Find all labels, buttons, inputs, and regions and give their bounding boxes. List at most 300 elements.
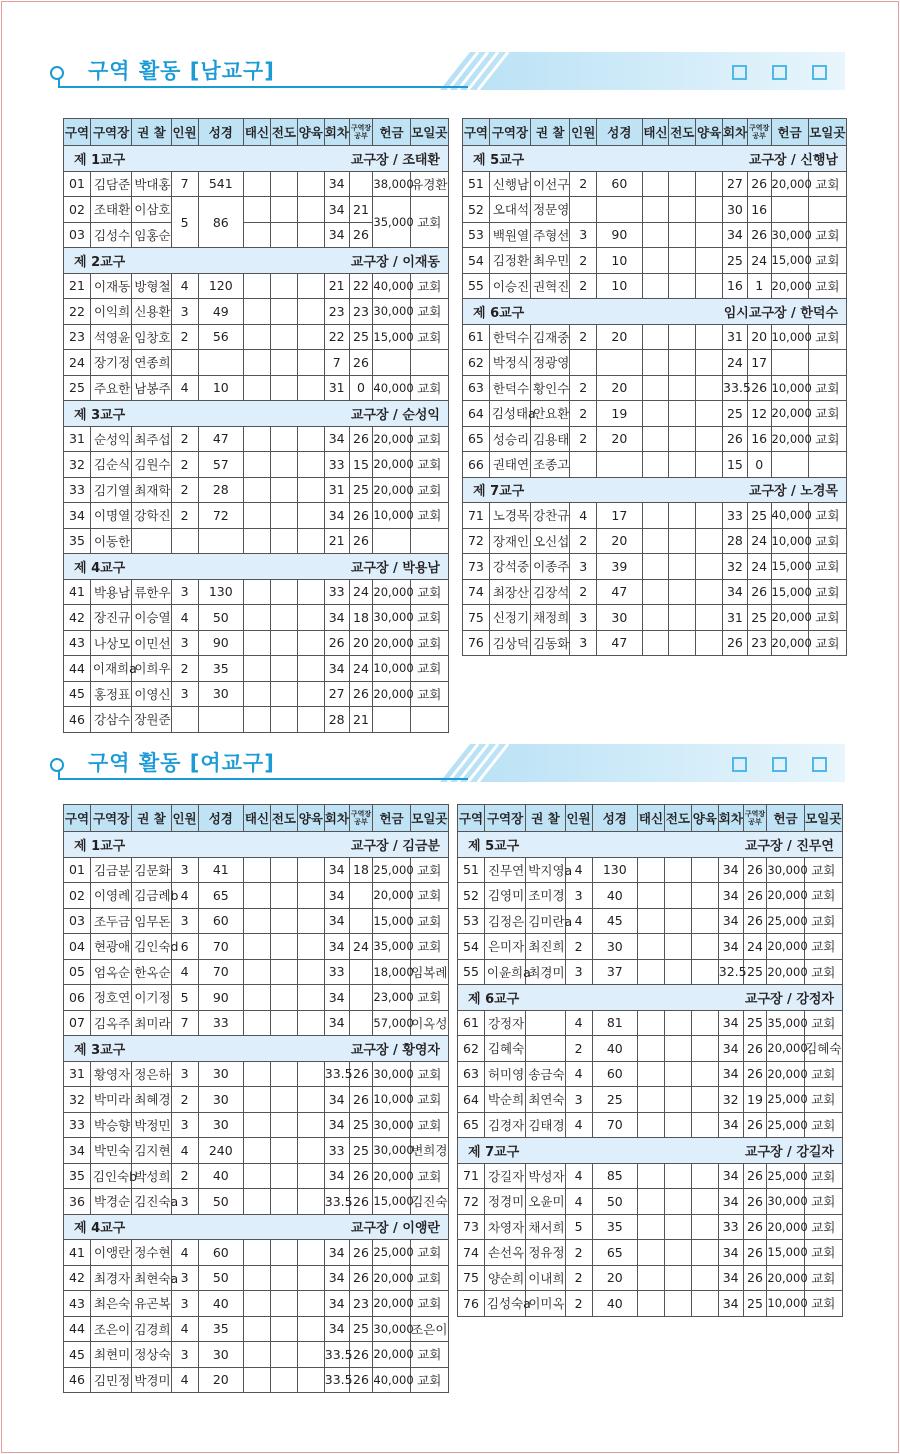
column-header-meeting-place: 모일곳 xyxy=(808,119,846,146)
group-header-row xyxy=(458,985,843,1011)
cell-member-count: 3 xyxy=(171,579,198,605)
cell-member-count: 3 xyxy=(570,222,597,248)
cell-offering: 20,000 xyxy=(373,883,410,909)
column-header-nurture: 양육 xyxy=(297,805,324,832)
cell-district-no: 25 xyxy=(64,375,91,401)
cell-evangelism xyxy=(664,1163,691,1189)
cell-bible: 20 xyxy=(597,375,642,401)
cell-district-no: 34 xyxy=(64,503,91,529)
group-leader: 교구장 / 이앵란 xyxy=(350,1221,440,1237)
cell-meeting-count: 26 xyxy=(723,630,748,656)
cell-evangelism xyxy=(270,959,297,985)
cell-meeting-count: 34 xyxy=(324,857,349,883)
column-header-exhorter: 권 찰 xyxy=(132,119,171,146)
cell-meeting-place: 교회 xyxy=(804,883,842,909)
cell-taesin xyxy=(244,375,271,401)
cell-evangelism xyxy=(270,985,297,1011)
cell-member-count: 4 xyxy=(171,883,198,909)
cell-offering: 20,000 xyxy=(771,171,808,197)
cell-bible xyxy=(198,350,244,376)
cell-taesin xyxy=(642,171,669,197)
cell-taesin xyxy=(638,883,665,909)
cell-exhorter: 강학진 xyxy=(132,503,171,529)
cell-district-no: 73 xyxy=(458,1214,485,1240)
cell-district-no: 65 xyxy=(458,1112,485,1138)
cell-district-leader: 강석중 xyxy=(489,554,530,580)
cell-district-leader: 김성태a xyxy=(489,401,530,427)
cell-member-count: 4 xyxy=(171,375,198,401)
column-header-leader-study: 구역장공부 xyxy=(349,119,373,146)
cell-taesin xyxy=(642,222,669,248)
cell-meeting-count: 34 xyxy=(324,503,349,529)
cell-evangelism xyxy=(270,1163,297,1189)
cell-district-no: 62 xyxy=(458,1036,485,1062)
column-header-exhorter: 권 찰 xyxy=(526,805,565,832)
cell-evangelism xyxy=(664,1087,691,1113)
cell-taesin xyxy=(244,528,271,554)
cell-exhorter: 장원준 xyxy=(132,707,171,733)
table-row xyxy=(463,324,847,350)
cell-offering: 57,000 xyxy=(373,1010,410,1036)
cell-exhorter: 조미경 xyxy=(526,883,565,909)
cell-meeting-place: 교회 xyxy=(808,248,846,274)
cell-offering: 40,000 xyxy=(373,375,410,401)
cell-exhorter: 박지영a xyxy=(526,857,565,883)
table-row xyxy=(458,883,843,909)
cell-nurture xyxy=(297,1367,324,1393)
cell-member-count xyxy=(570,350,597,376)
cell-offering: 10,000 xyxy=(771,528,808,554)
cell-exhorter xyxy=(132,528,171,554)
cell-meeting-count: 34 xyxy=(718,908,743,934)
cell-exhorter: 방형철 xyxy=(132,273,171,299)
cell-district-leader: 손선옥 xyxy=(484,1240,525,1266)
cell-meeting-place: 교회 xyxy=(410,605,448,631)
cell-nurture xyxy=(696,248,723,274)
group-leader: 임시교구장 / 한덕수 xyxy=(723,305,838,321)
cell-nurture xyxy=(297,273,324,299)
cell-evangelism xyxy=(270,1240,297,1266)
table-row xyxy=(458,1010,843,1036)
cell-meeting-count: 31 xyxy=(324,375,349,401)
cell-evangelism xyxy=(664,934,691,960)
cell-meeting-count: 34 xyxy=(723,222,748,248)
cell-nurture xyxy=(297,503,324,529)
cell-district-no: 75 xyxy=(463,605,490,631)
cell-meeting-count: 22 xyxy=(324,324,349,350)
cell-evangelism xyxy=(270,299,297,325)
cell-evangelism xyxy=(270,171,297,197)
cell-district-no: 43 xyxy=(64,630,91,656)
cell-member-count: 2 xyxy=(570,426,597,452)
column-header-meeting-place: 모일곳 xyxy=(410,119,448,146)
cell-leader-study: 26 xyxy=(349,528,373,554)
cell-evangelism xyxy=(270,1087,297,1113)
column-header-leader-study: 구역장공부 xyxy=(349,805,373,832)
cell-member-count: 3 xyxy=(171,1189,198,1215)
cell-district-no: 53 xyxy=(458,908,485,934)
cell-offering: 20,000 xyxy=(771,605,808,631)
cell-bible: 120 xyxy=(198,273,244,299)
cell-district-leader: 나상모 xyxy=(90,630,131,656)
cell-offering: 20,000 xyxy=(767,1061,804,1087)
cell-district-leader: 장진규 xyxy=(90,605,131,631)
cell-offering: 15,000 xyxy=(771,579,808,605)
cell-member-count: 2 xyxy=(570,171,597,197)
table-row xyxy=(458,908,843,934)
table-row xyxy=(458,857,843,883)
table-row xyxy=(64,1061,449,1087)
table-row xyxy=(64,857,449,883)
table-row xyxy=(64,1138,449,1164)
cell-evangelism xyxy=(270,503,297,529)
cell-bible: 50 xyxy=(198,1265,244,1291)
cell-member-count: 4 xyxy=(171,1316,198,1342)
table-row xyxy=(458,1291,843,1317)
cell-bible: 20 xyxy=(597,324,642,350)
cell-member-count: 7 xyxy=(171,1010,198,1036)
cell-district-leader: 김민정 xyxy=(90,1367,131,1393)
cell-bible: 130 xyxy=(198,579,244,605)
cell-meeting-place: 교회 xyxy=(808,324,846,350)
cell-bible: 72 xyxy=(198,503,244,529)
cell-offering: 15,000 xyxy=(767,1240,804,1266)
cell-meeting-place: 교회 xyxy=(410,1265,448,1291)
table-row xyxy=(64,1316,449,1342)
cell-district-leader: 조두금 xyxy=(90,908,131,934)
column-header-meeting-count: 회차 xyxy=(723,119,748,146)
cell-meeting-place: 교회 xyxy=(410,579,448,605)
cell-meeting-place: 교회 xyxy=(410,273,448,299)
cell-meeting-count: 33 xyxy=(324,1138,349,1164)
cell-bible: 30 xyxy=(198,1112,244,1138)
group-name: 제 2교구 xyxy=(74,254,126,270)
cell-evangelism xyxy=(270,1342,297,1368)
cell-district-no: 51 xyxy=(463,171,490,197)
cell-nurture xyxy=(297,477,324,503)
cell-bible: 50 xyxy=(198,605,244,631)
cell-meeting-count: 23 xyxy=(324,299,349,325)
cell-district-leader: 김성수 xyxy=(90,222,131,248)
table-row xyxy=(463,528,847,554)
cell-bible xyxy=(198,707,244,733)
cell-offering: 18,000 xyxy=(373,959,410,985)
group-leader: 교구장 / 조태환 xyxy=(350,152,440,168)
cell-exhorter: 신용환 xyxy=(132,299,171,325)
cell-bible: 47 xyxy=(597,579,642,605)
cell-nurture xyxy=(297,707,324,733)
cell-meeting-place: 교회 xyxy=(410,934,448,960)
cell-meeting-count: 34 xyxy=(324,171,349,197)
cell-leader-study: 25 xyxy=(349,1138,373,1164)
cell-bible: 20 xyxy=(597,528,642,554)
cell-offering: 30,000 xyxy=(373,1138,410,1164)
cell-district-leader: 최현미 xyxy=(90,1342,131,1368)
cell-meeting-place: 교회 xyxy=(808,554,846,580)
cell-district-no: 46 xyxy=(64,1367,91,1393)
cell-member-count: 3 xyxy=(171,1112,198,1138)
cell-district-leader: 박경순 xyxy=(90,1189,131,1215)
cell-district-leader: 최장산 xyxy=(489,579,530,605)
cell-taesin xyxy=(638,1087,665,1113)
cell-exhorter: 황인수 xyxy=(531,375,570,401)
column-header-taesin: 태신 xyxy=(638,805,665,832)
cell-bible: 30 xyxy=(198,1087,244,1113)
cell-nurture xyxy=(696,630,723,656)
column-header-taesin: 태신 xyxy=(642,119,669,146)
table-row xyxy=(64,1240,449,1266)
table-row xyxy=(64,1342,449,1368)
cell-exhorter: 최미라 xyxy=(132,1010,171,1036)
cell-exhorter: 연종희 xyxy=(132,350,171,376)
table-row xyxy=(64,1087,449,1113)
cell-offering: 20,000 xyxy=(771,630,808,656)
cell-nurture xyxy=(696,324,723,350)
cell-offering: 15,000 xyxy=(373,908,410,934)
cell-leader-study xyxy=(349,959,373,985)
cell-member-count: 2 xyxy=(565,1036,592,1062)
cell-exhorter: 이기정 xyxy=(132,985,171,1011)
cell-leader-study: 26 xyxy=(743,857,767,883)
cell-district-no: 22 xyxy=(64,299,91,325)
cell-exhorter: 채정희 xyxy=(531,605,570,631)
cell-member-count: 3 xyxy=(570,605,597,631)
cell-district-leader: 박승향 xyxy=(90,1112,131,1138)
cell-member-count: 3 xyxy=(565,959,592,985)
cell-district-leader: 이재동 xyxy=(90,273,131,299)
cell-meeting-place xyxy=(808,197,846,223)
cell-taesin xyxy=(642,426,669,452)
cell-exhorter: 류한우 xyxy=(132,579,171,605)
cell-bible: 50 xyxy=(592,1189,638,1215)
cell-district-leader: 허미영 xyxy=(484,1061,525,1087)
cell-meeting-count: 33 xyxy=(723,503,748,529)
cell-taesin xyxy=(638,959,665,985)
column-header-offering: 헌금 xyxy=(373,119,410,146)
cell-leader-study: 0 xyxy=(349,375,373,401)
cell-nurture xyxy=(297,299,324,325)
cell-exhorter: 정수현 xyxy=(132,1240,171,1266)
cell-district-leader: 김상덕 xyxy=(489,630,530,656)
cell-district-leader: 강정자 xyxy=(484,1010,525,1036)
table-row xyxy=(64,1163,449,1189)
cell-meeting-count: 34 xyxy=(718,883,743,909)
cell-taesin xyxy=(642,197,669,223)
cell-exhorter: 정문영 xyxy=(531,197,570,223)
cell-taesin xyxy=(244,707,271,733)
cell-member-count: 3 xyxy=(171,299,198,325)
cell-nurture xyxy=(297,908,324,934)
cell-bible: 10 xyxy=(597,248,642,274)
cell-taesin xyxy=(244,1163,271,1189)
cell-nurture xyxy=(696,528,723,554)
cell-meeting-count: 34 xyxy=(718,1240,743,1266)
group-header-row xyxy=(64,832,449,858)
group-leader: 교구장 / 황영자 xyxy=(350,1042,440,1058)
cell-bible: 81 xyxy=(592,1010,638,1036)
cell-district-no: 35 xyxy=(64,1163,91,1189)
column-header-taesin: 태신 xyxy=(244,805,271,832)
cell-leader-study: 26 xyxy=(349,1061,373,1087)
cell-district-leader: 조태환 xyxy=(90,197,131,223)
table-row xyxy=(64,477,449,503)
cell-district-no: 07 xyxy=(64,1010,91,1036)
cell-exhorter: 김미란a xyxy=(526,908,565,934)
column-header-evangelism: 전도 xyxy=(664,805,691,832)
cell-district-leader: 주요한 xyxy=(90,375,131,401)
cell-meeting-place: 교회 xyxy=(808,503,846,529)
cell-bible xyxy=(597,197,642,223)
cell-offering: 20,000 xyxy=(771,401,808,427)
cell-exhorter: 김장석 xyxy=(531,579,570,605)
cell-district-no: 61 xyxy=(458,1010,485,1036)
cell-meeting-count: 28 xyxy=(723,528,748,554)
cell-district-no: 41 xyxy=(64,1240,91,1266)
cell-leader-study: 26 xyxy=(349,1342,373,1368)
cell-leader-study: 23 xyxy=(747,630,771,656)
column-header-bible: 성경 xyxy=(198,805,244,832)
cell-evangelism xyxy=(270,477,297,503)
cell-exhorter: 박경미 xyxy=(132,1367,171,1393)
cell-meeting-count: 34 xyxy=(324,656,349,682)
cell-leader-study: 24 xyxy=(349,934,373,960)
cell-exhorter: 이미옥 xyxy=(526,1291,565,1317)
cell-nurture xyxy=(297,426,324,452)
cell-taesin xyxy=(244,1265,271,1291)
cell-nurture xyxy=(297,883,324,909)
cell-meeting-place: 교회 xyxy=(804,1189,842,1215)
cell-evangelism xyxy=(669,401,696,427)
cell-district-leader: 오대석 xyxy=(489,197,530,223)
cell-offering: 20,000 xyxy=(767,934,804,960)
cell-nurture xyxy=(297,1087,324,1113)
cell-exhorter: 이희우 xyxy=(132,656,171,682)
cell-meeting-place: 교회 xyxy=(410,656,448,682)
cell-meeting-place: 이옥성 xyxy=(410,1010,448,1036)
cell-taesin xyxy=(244,503,271,529)
cell-district-no: 62 xyxy=(463,350,490,376)
table-row xyxy=(64,452,449,478)
cell-exhorter: 최연숙 xyxy=(526,1087,565,1113)
cell-member-count: 5 xyxy=(171,197,198,248)
cell-evangelism xyxy=(270,630,297,656)
cell-offering: 10,000 xyxy=(771,375,808,401)
cell-offering: 30,000 xyxy=(767,857,804,883)
cell-bible: 40 xyxy=(592,1291,638,1317)
cell-bible: 39 xyxy=(597,554,642,580)
cell-bible: 30 xyxy=(198,681,244,707)
cell-meeting-count: 21 xyxy=(324,273,349,299)
cell-leader-study: 23 xyxy=(349,1291,373,1317)
cell-nurture xyxy=(297,324,324,350)
cell-taesin xyxy=(244,1112,271,1138)
cell-meeting-place: 교회 xyxy=(804,857,842,883)
cell-leader-study: 26 xyxy=(743,1240,767,1266)
cell-district-no: 36 xyxy=(64,1189,91,1215)
cell-taesin xyxy=(244,1087,271,1113)
cell-meeting-count: 28 xyxy=(324,707,349,733)
cell-member-count: 2 xyxy=(570,401,597,427)
cell-evangelism xyxy=(664,1010,691,1036)
column-header-leader-study: 구역장공부 xyxy=(747,119,771,146)
cell-taesin xyxy=(244,1061,271,1087)
cell-evangelism xyxy=(270,1112,297,1138)
cell-meeting-place: 교회 xyxy=(410,1291,448,1317)
cell-bible: 60 xyxy=(592,1061,638,1087)
cell-exhorter: 박성자 xyxy=(526,1163,565,1189)
cell-bible: 10 xyxy=(198,375,244,401)
group-name: 제 6교구 xyxy=(473,305,525,321)
cell-offering: 30,000 xyxy=(767,1189,804,1215)
cell-meeting-count: 34 xyxy=(324,1087,349,1113)
cell-meeting-place: 교회 xyxy=(804,1240,842,1266)
cell-evangelism xyxy=(270,197,297,223)
cell-member-count: 2 xyxy=(570,324,597,350)
cell-meeting-place: 교회 xyxy=(410,477,448,503)
cell-leader-study: 26 xyxy=(743,1265,767,1291)
cell-offering xyxy=(771,350,808,376)
cell-evangelism xyxy=(270,324,297,350)
cell-exhorter: 김금례b xyxy=(132,883,171,909)
cell-district-no: 65 xyxy=(463,426,490,452)
cell-meeting-place: 교회 xyxy=(804,1163,842,1189)
cell-bible: 37 xyxy=(592,959,638,985)
cell-taesin xyxy=(642,273,669,299)
cell-meeting-place: 유경환 xyxy=(410,171,448,197)
cell-district-leader: 김정환 xyxy=(489,248,530,274)
cell-member-count: 2 xyxy=(570,375,597,401)
cell-district-leader: 박민숙 xyxy=(90,1138,131,1164)
cell-offering: 40,000 xyxy=(771,503,808,529)
column-header-offering: 헌금 xyxy=(767,805,804,832)
cell-exhorter: 정유정 xyxy=(526,1240,565,1266)
cell-district-no: 74 xyxy=(463,579,490,605)
cell-meeting-place: 교회 xyxy=(804,1214,842,1240)
cell-nurture xyxy=(696,197,723,223)
table-row xyxy=(458,1265,843,1291)
cell-evangelism xyxy=(669,452,696,478)
cell-exhorter: 김진숙a xyxy=(132,1189,171,1215)
cell-meeting-count: 34 xyxy=(324,1291,349,1317)
cell-district-no: 02 xyxy=(64,883,91,909)
cell-bible: 33 xyxy=(198,1010,244,1036)
cell-offering: 35,000 xyxy=(767,1010,804,1036)
cell-nurture xyxy=(691,883,718,909)
cell-offering: 25,000 xyxy=(767,1112,804,1138)
cell-district-leader: 최은숙 xyxy=(90,1291,131,1317)
cell-district-leader: 박순희 xyxy=(484,1087,525,1113)
cell-meeting-count: 27 xyxy=(324,681,349,707)
cell-meeting-count: 34 xyxy=(324,1240,349,1266)
cell-meeting-count: 16 xyxy=(723,273,748,299)
cell-district-no: 72 xyxy=(463,528,490,554)
cell-evangelism xyxy=(270,707,297,733)
cell-taesin xyxy=(244,1291,271,1317)
table-row xyxy=(458,1061,843,1087)
cell-member-count: 2 xyxy=(171,656,198,682)
cell-district-no: 32 xyxy=(64,1087,91,1113)
cell-member-count: 4 xyxy=(171,1240,198,1266)
cell-evangelism xyxy=(270,1010,297,1036)
cell-evangelism xyxy=(270,1316,297,1342)
cell-nurture xyxy=(297,985,324,1011)
group-header-row xyxy=(458,832,843,858)
cell-meeting-count: 34 xyxy=(324,1112,349,1138)
cell-offering xyxy=(373,528,410,554)
cell-offering: 10,000 xyxy=(771,324,808,350)
cell-bible xyxy=(198,528,244,554)
cell-meeting-place: 교회 xyxy=(410,1163,448,1189)
